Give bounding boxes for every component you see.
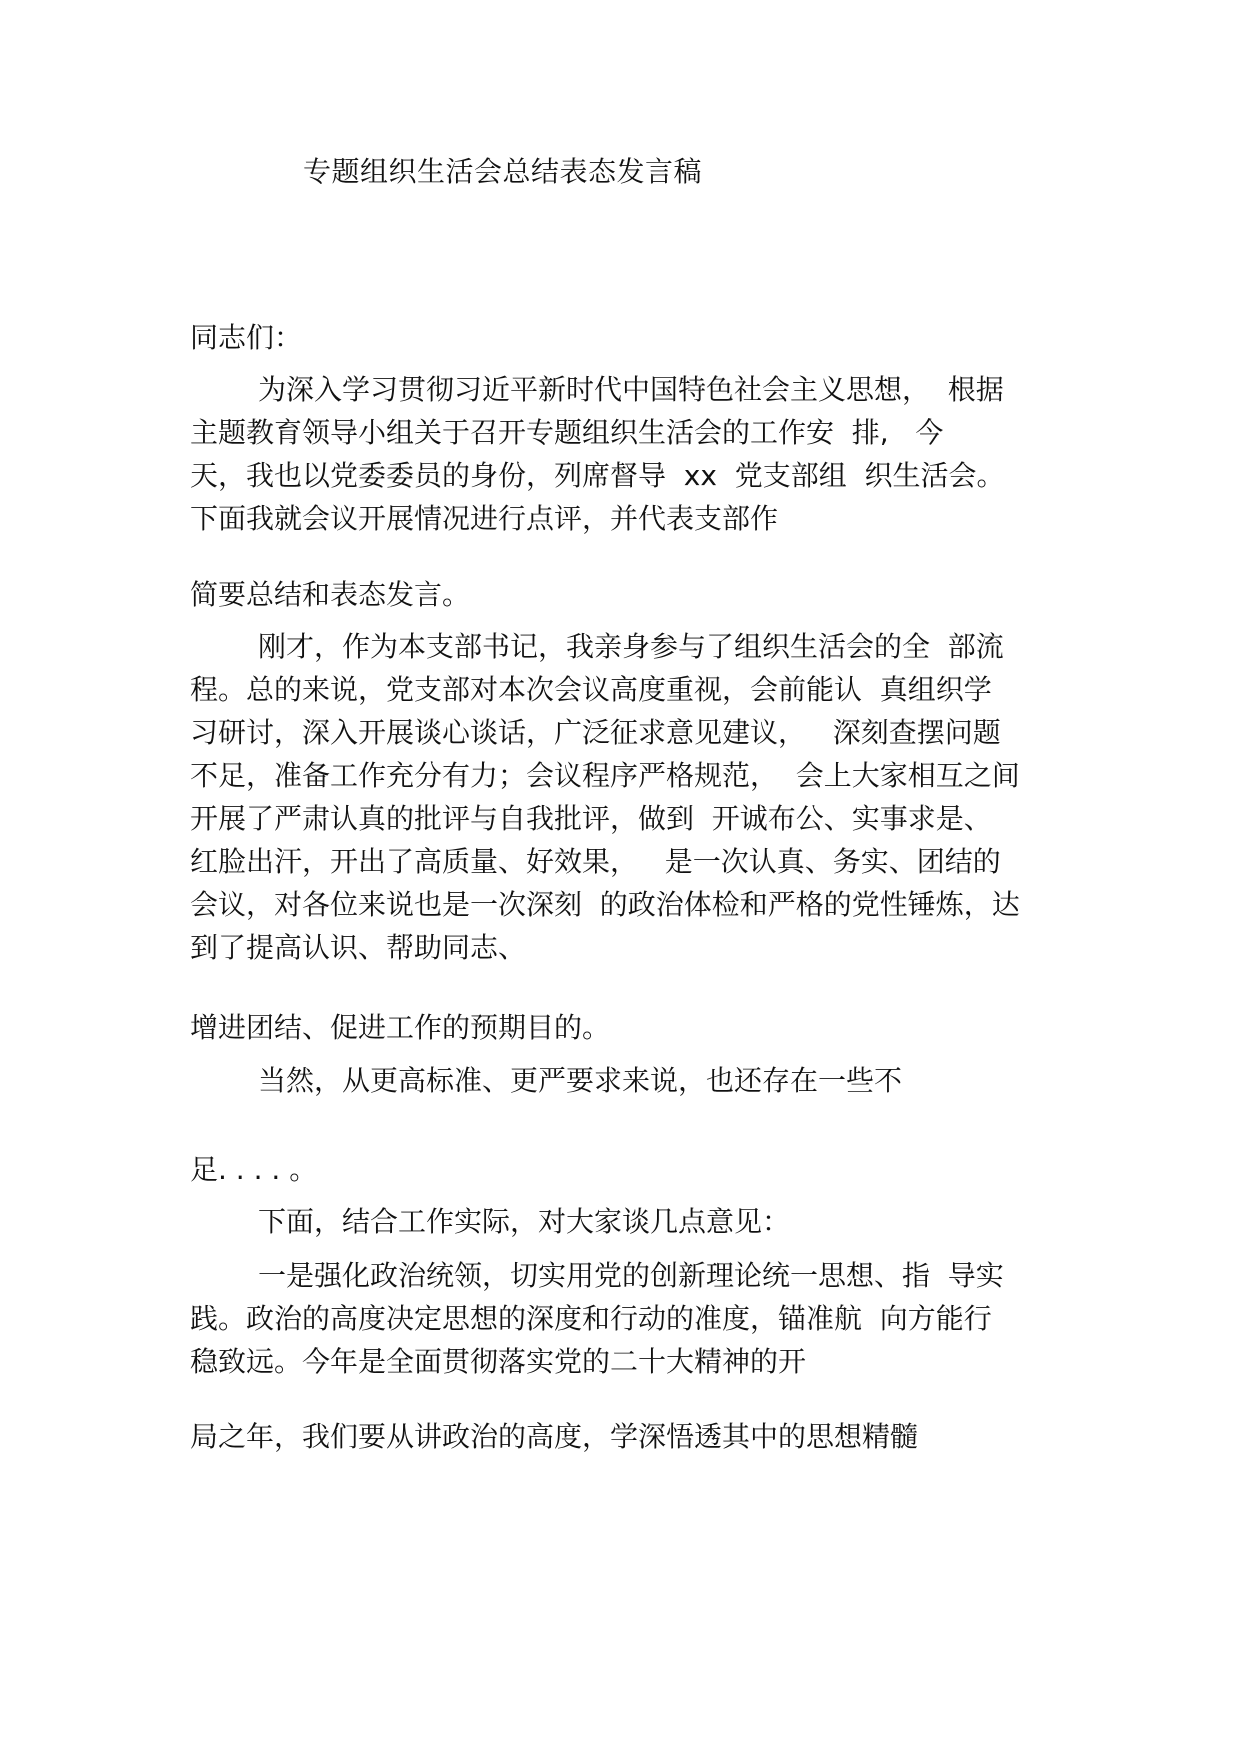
text-line: 局之年，我们要从讲政治的高度，学深悟透其中的思想精髓 (190, 1420, 919, 1453)
text-line: 足. . . . 。 (190, 1153, 318, 1186)
text-line: 一是强化政治统领，切实用党的创新理论统一思想、指 导实 (258, 1259, 1004, 1292)
salutation: 同志们： (190, 321, 303, 354)
text-line: 刚才，作为本支部书记，我亲身参与了组织生活会的全 部流 (258, 630, 1004, 663)
text-line: 当然，从更高标准、更严要求来说，也还存在一些不 (258, 1064, 903, 1097)
text-line: 红脸出汗，开出了高质量、好效果， 是一次认真、务实、团结的 (190, 845, 1001, 878)
text-line: 为深入学习贯彻习近平新时代中国特色社会主义思想， 根据 (258, 373, 1004, 406)
text-line: 习研讨，深入开展谈心谈话，广泛征求意见建议， 深刻查摆问题 (190, 716, 1001, 749)
text-line: 开展了严肃认真的批评与自我批评，做到 开诚布公、实事求是、 (190, 802, 992, 835)
text-line: 践。政治的高度决定思想的深度和行动的准度，锚准航 向方能行 (190, 1302, 992, 1335)
text-line: 稳致远。今年是全面贯彻落实党的二十大精神的开 (190, 1345, 807, 1378)
text-line: 会议，对各位来说也是一次深刻 的政治体检和严格的党性锤炼，达 (190, 888, 1020, 921)
text-line: 不足，准备工作充分有力；会议程序严格规范， 会上大家相互之间 (190, 759, 1020, 792)
text-line: 简要总结和表态发言。 (190, 578, 471, 611)
text-line: 程。总的来说，党支部对本次会议高度重视，会前能认 真组织学 (190, 673, 992, 706)
text-line: 增进团结、促进工作的预期目的。 (190, 1011, 611, 1044)
document-title: 专题组织生活会总结表态发言稿 (303, 155, 703, 188)
text-line: 主题教育领导小组关于召开专题组织生活会的工作安 排, 今 (190, 416, 944, 449)
text-line: 天，我也以党委委员的身份，列席督导 xx 党支部组 织生活会。 (190, 459, 1005, 492)
text-line: 到了提高认识、帮助同志、 (190, 931, 527, 964)
text-line: 下面我就会议开展情况进行点评，并代表支部作 (190, 502, 779, 535)
text-line: 下面，结合工作实际，对大家谈几点意见： (258, 1205, 791, 1238)
